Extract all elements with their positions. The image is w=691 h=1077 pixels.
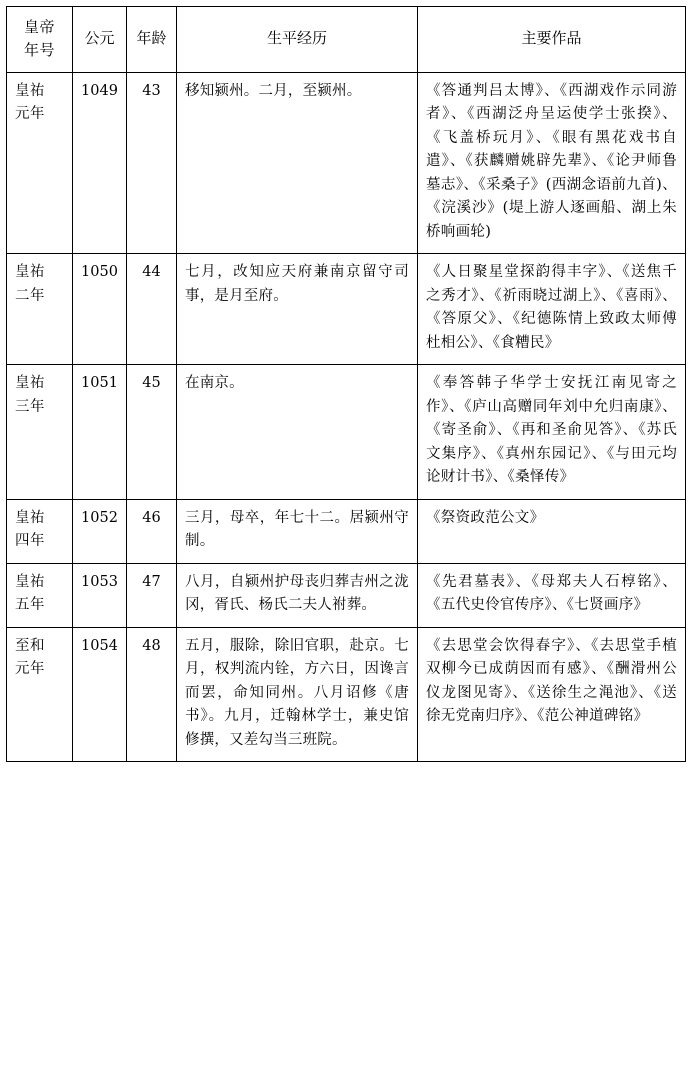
cell-major-works: 《奉答韩子华学士安抚江南见寄之作》、《庐山高赠同年刘中允归南康》、《寄圣俞》、《再和圣俞见答》、《苏氏文集序》、《真州东园记》、《与田元均论财计书》、《桑怿传》: [418, 365, 686, 499]
cell-life-events: 三月，母卒，年七十二。居颍州守制。: [177, 499, 418, 563]
chronology-table: [6, 6, 686, 762]
era-line1: 皇祐: [15, 509, 45, 526]
cell-life-events: 五月，服除，除旧官职，赴京。七月，权判流内铨，方六日，因谗言而罢，命知同州。八月诏修《唐书》。九月，迁翰林学士，兼史馆修撰，又差勾当三班院。: [177, 627, 418, 761]
cell-major-works: 《祭资政范公文》: [418, 499, 686, 563]
table-header-row: [7, 7, 686, 73]
cell-age: 47: [127, 563, 177, 627]
cell-age: 46: [127, 499, 177, 563]
table-body: [7, 73, 686, 762]
era-line1: 皇祐: [15, 264, 45, 281]
cell-ad-year: 1052: [73, 499, 127, 563]
cell-era: [7, 627, 73, 761]
cell-age: 45: [127, 365, 177, 499]
cell-life-events: 在南京。: [177, 365, 418, 499]
column-header-era-line1: 皇帝: [23, 18, 55, 36]
column-header-life: 生平经历: [177, 7, 418, 73]
column-header-works: 主要作品: [418, 7, 686, 73]
cell-era: [7, 499, 73, 563]
cell-era: [7, 365, 73, 499]
era-line2: 元年: [15, 661, 45, 678]
cell-major-works: 《人日聚星堂探韵得丰字》、《送焦千之秀才》、《祈雨晓过湖上》、《喜雨》、《答原父》、《纪德陈情上致政太师傅杜相公》、《食糟民》: [418, 254, 686, 365]
era-line1: 皇祐: [15, 375, 45, 392]
column-header-ad: 公元: [73, 7, 127, 73]
era-line2: 五年: [15, 597, 45, 614]
cell-ad-year: 1054: [73, 627, 127, 761]
cell-life-events: 移知颍州。二月，至颍州。: [177, 73, 418, 254]
era-line2: 四年: [15, 533, 45, 550]
era-line1: 皇祐: [15, 83, 45, 99]
cell-era: [7, 73, 73, 254]
cell-age: 44: [127, 254, 177, 365]
cell-age: 48: [127, 627, 177, 761]
cell-major-works: 《去思堂会饮得春字》、《去思堂手植双柳今已成荫因而有感》、《酬滑州公仪龙图见寄》、《送徐生之渑池》、《送徐无党南归序》、《范公神道碑铭》: [418, 627, 686, 761]
era-line2: 元年: [15, 106, 45, 123]
column-header-era: [7, 7, 73, 73]
era-line1: 至和: [15, 637, 45, 654]
column-header-era-line2: 年号: [23, 40, 55, 59]
cell-ad-year: 1053: [73, 563, 127, 627]
cell-ad-year: 1050: [73, 254, 127, 365]
table-row: [7, 627, 686, 761]
table-row: [7, 563, 686, 627]
cell-era: [7, 563, 73, 627]
cell-life-events: 八月，自颍州护母丧归葬吉州之泷冈，胥氏、杨氏二夫人祔葬。: [177, 563, 418, 627]
cell-major-works: 《答通判吕太博》、《西湖戏作示同游者》、《西湖泛舟呈运使学士张揆》、《飞盖桥玩月》、《眼有黑花戏书自遣》、《获麟赠姚辟先辈》、《论尹师鲁墓志》、《采桑子》(西湖念语前九首)、《浣溪沙》(堤上游人逐画船、湖上朱桥响画轮): [418, 73, 686, 254]
table-row: [7, 73, 686, 254]
table-row: [7, 499, 686, 563]
cell-life-events: 七月，改知应天府兼南京留守司事，是月至府。: [177, 254, 418, 365]
era-line1: 皇祐: [15, 573, 45, 590]
cell-age: 43: [127, 73, 177, 254]
era-line2: 三年: [15, 398, 45, 415]
cell-ad-year: 1051: [73, 365, 127, 499]
table-row: [7, 365, 686, 499]
era-line2: 二年: [15, 287, 45, 304]
table-header: [7, 7, 686, 73]
cell-era: [7, 254, 73, 365]
cell-major-works: 《先君墓表》、《母郑夫人石椁铭》、《五代史伶官传序》、《七贤画序》: [418, 563, 686, 627]
column-header-age: 年龄: [127, 7, 177, 73]
table-row: [7, 254, 686, 365]
cell-ad-year: 1049: [73, 73, 127, 254]
